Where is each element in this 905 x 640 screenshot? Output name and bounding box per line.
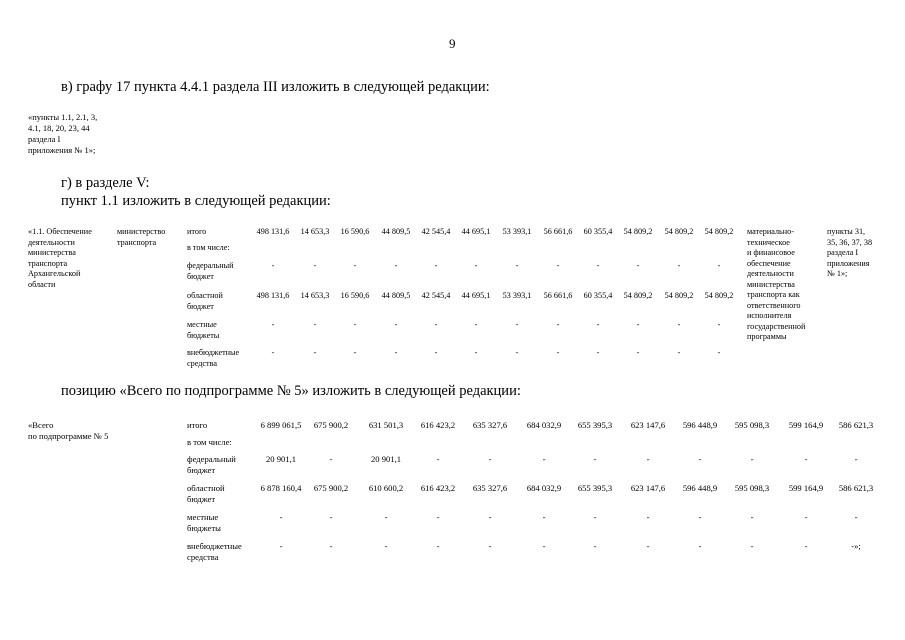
t1-row-label-line: итого: [187, 227, 207, 236]
t1-value-cell: -: [353, 348, 357, 357]
t1-points-cell: [827, 227, 872, 280]
t2-value-cell: -: [436, 512, 440, 522]
t2-value-cell: -: [279, 512, 283, 522]
t2-row-label-line: федеральный: [187, 454, 236, 464]
t1-item-line: Архангельской: [28, 269, 81, 278]
t2-value-cell: 6 899 061,5: [260, 420, 302, 430]
t2-value-cell: 586 621,3: [838, 420, 874, 430]
t1-points-line: раздела I: [827, 248, 859, 257]
t2-value-cell: -»;: [851, 541, 861, 551]
t2-value-cell: -: [542, 512, 546, 522]
t1-value-cell: -: [313, 320, 317, 329]
t1-item-line: области: [28, 279, 56, 289]
t1-value-cell: -: [353, 261, 357, 270]
t1-result-line: ответственного: [747, 300, 801, 310]
t2-row-label-line: бюджеты: [187, 522, 221, 533]
t2-value-cell: -: [804, 541, 808, 551]
t1-item-line: министерства: [28, 248, 76, 257]
t1-value-cell: -: [677, 261, 681, 270]
t2-value-cell: -: [698, 541, 702, 551]
t1-result-line: и финансовое: [747, 248, 795, 257]
t1-points-line: приложения: [827, 258, 870, 268]
t1-value-cell: 14 653,3: [300, 291, 330, 300]
t2-row-label-line: бюджет: [187, 464, 216, 475]
t2-value-cell: 635 327,6: [472, 420, 508, 430]
t1-value-cell: 42 545,4: [421, 227, 451, 236]
t2-row-label: [187, 541, 242, 562]
t1-row-label: [187, 348, 239, 369]
t1-value-cell: -: [677, 320, 681, 329]
t2-row-label-line: средства: [187, 551, 219, 562]
t2-value-cell: 684 032,9: [526, 420, 562, 430]
t2-value-cell: 655 395,3: [577, 420, 613, 430]
t1-value-cell: -: [271, 261, 275, 270]
t2-row-label: [187, 512, 221, 533]
t2-value-cell: 596 448,9: [682, 420, 718, 430]
t1-value-cell: -: [677, 348, 681, 357]
t2-value-cell: 6 878 160,4: [260, 483, 302, 493]
t1-value-cell: -: [434, 348, 438, 357]
t1-executor-line: министерство: [117, 227, 166, 236]
points-note-line: 4.1, 18, 20, 23, 44: [28, 123, 90, 133]
t1-value-cell: -: [515, 320, 519, 329]
t1-value-cell: 53 393,1: [502, 291, 532, 300]
t2-value-cell: 599 164,9: [788, 483, 824, 493]
t1-value-cell: 44 809,5: [381, 227, 411, 236]
t2-value-cell: 595 098,3: [734, 420, 770, 430]
t2-value-cell: -: [854, 512, 858, 522]
t1-value-cell: 14 653,3: [300, 227, 330, 236]
t2-value-cell: -: [750, 512, 754, 522]
t1-value-cell: 54 809,2: [664, 291, 694, 300]
t2-value-cell: 599 164,9: [788, 420, 824, 430]
t2-value-cell: -: [488, 512, 492, 522]
t2-row-label: [187, 437, 232, 448]
t1-row-label: [187, 243, 230, 254]
t1-value-cell: 60 355,4: [583, 291, 613, 300]
t1-row-label: [187, 261, 234, 282]
t2-row-label-line: итого: [187, 420, 208, 430]
t1-value-cell: -: [596, 348, 600, 357]
t2-value-cell: -: [646, 512, 650, 522]
t1-executor-cell: [117, 227, 165, 248]
t2-value-cell: -: [384, 512, 388, 522]
t1-item-cell: [28, 227, 92, 290]
t1-value-cell: 44 695,1: [461, 227, 491, 236]
t1-value-cell: 56 661,6: [543, 291, 573, 300]
points-note-line: приложения № 1»;: [28, 145, 96, 155]
t1-value-cell: 54 809,2: [623, 227, 653, 236]
t1-value-cell: 44 695,1: [461, 291, 491, 300]
t1-row-label-line: федеральный: [187, 261, 234, 270]
t1-value-cell: -: [636, 348, 640, 357]
t1-row-label-line: бюджеты: [187, 330, 220, 340]
t2-item-line: «Всего: [28, 420, 54, 430]
t1-row-label-line: областной: [187, 291, 223, 300]
t1-row-label-line: внебюджетные: [187, 348, 240, 357]
t2-value-cell: -: [750, 541, 754, 551]
t1-value-cell: -: [515, 261, 519, 270]
t1-value-cell: -: [636, 320, 640, 329]
t2-value-cell: -: [593, 512, 597, 522]
t1-value-cell: -: [474, 261, 478, 270]
t1-value-cell: -: [313, 348, 317, 357]
t2-value-cell: -: [804, 512, 808, 522]
t2-value-cell: 623 147,6: [630, 420, 666, 430]
t2-value-cell: -: [698, 454, 702, 464]
t2-value-cell: 631 501,3: [368, 420, 404, 430]
t1-value-cell: 44 809,5: [381, 291, 411, 300]
t1-result-line: государственной: [747, 321, 806, 331]
t2-row-label: [187, 454, 236, 475]
t1-value-cell: 60 355,4: [583, 227, 613, 236]
t2-value-cell: 655 395,3: [577, 483, 613, 493]
points-note-line: «пункты 1.1, 2.1, 3,: [28, 112, 98, 122]
t1-value-cell: -: [474, 320, 478, 329]
t2-value-cell: -: [750, 454, 754, 464]
t1-row-label-line: бюджет: [187, 301, 214, 311]
t1-points-line: № 1»;: [827, 269, 848, 278]
t1-value-cell: 54 809,2: [704, 227, 734, 236]
t1-value-cell: -: [313, 261, 317, 270]
t1-value-cell: -: [394, 348, 398, 357]
t1-value-cell: 42 545,4: [421, 291, 451, 300]
t2-value-cell: 616 423,2: [420, 420, 456, 430]
t2-value-cell: -: [329, 454, 333, 464]
t1-result-line: исполнителя: [747, 311, 792, 320]
t2-item-cell: [28, 420, 108, 441]
t1-row-label-line: средства: [187, 358, 218, 368]
t1-executor-line: транспорта: [117, 237, 157, 247]
heading-v: в) графу 17 пункта 4.4.1 раздела III изложить в следующей редакции:: [61, 79, 490, 95]
t1-result-cell: [747, 227, 805, 343]
t2-row-label: [187, 420, 207, 431]
t2-row-label-line: внебюджетные: [187, 541, 242, 551]
t1-result-line: транспорта как: [747, 290, 800, 299]
t2-row-label-line: в том числе:: [187, 437, 232, 447]
t2-value-cell: -: [329, 541, 333, 551]
t1-value-cell: -: [717, 320, 721, 329]
t1-value-cell: -: [556, 261, 560, 270]
t2-row-label: [187, 483, 225, 504]
t1-row-label: [187, 291, 223, 312]
t1-row-label-line: местные: [187, 320, 217, 329]
t2-value-cell: -: [436, 541, 440, 551]
t1-value-cell: -: [434, 320, 438, 329]
t1-result-line: программы: [747, 332, 787, 341]
t2-value-cell: 623 147,6: [630, 483, 666, 493]
t2-value-cell: 635 327,6: [472, 483, 508, 493]
points-note: [28, 112, 148, 156]
t2-value-cell: 675 900,2: [313, 420, 349, 430]
t2-value-cell: 20 901,1: [370, 454, 402, 464]
t2-value-cell: 684 032,9: [526, 483, 562, 493]
t1-value-cell: 56 661,6: [543, 227, 573, 236]
t2-value-cell: -: [279, 541, 283, 551]
t2-value-cell: -: [384, 541, 388, 551]
t1-value-cell: -: [515, 348, 519, 357]
t1-value-cell: -: [394, 320, 398, 329]
t1-row-label: [187, 227, 206, 238]
t2-value-cell: -: [329, 512, 333, 522]
t1-result-line: министерства: [747, 279, 795, 289]
t1-value-cell: 54 809,2: [664, 227, 694, 236]
t1-row-label-line: в том числе:: [187, 243, 230, 252]
t2-item-line: по подпрограмме № 5: [28, 430, 109, 441]
t1-item-line: деятельности: [28, 237, 75, 247]
t2-value-cell: 586 621,3: [838, 483, 874, 493]
t1-result-line: техническое: [747, 237, 790, 247]
t1-value-cell: -: [717, 348, 721, 357]
t1-points-line: пункты 31,: [827, 227, 866, 236]
heading-g1: г) в разделе V:: [61, 175, 150, 191]
t2-value-cell: -: [698, 512, 702, 522]
t2-value-cell: -: [646, 541, 650, 551]
t1-result-line: обеспечение: [747, 258, 791, 268]
t1-value-cell: -: [271, 320, 275, 329]
t1-value-cell: -: [596, 320, 600, 329]
t1-value-cell: 498 131,6: [256, 291, 290, 300]
t1-item-line: «1.1. Обеспечение: [28, 227, 92, 236]
t2-value-cell: -: [593, 541, 597, 551]
t1-value-cell: -: [556, 348, 560, 357]
heading-g2: пункт 1.1 изложить в следующей редакции:: [61, 193, 331, 209]
t1-result-line: материально-: [747, 227, 794, 236]
t1-row-label: [187, 320, 219, 341]
t2-value-cell: -: [646, 454, 650, 464]
t1-value-cell: -: [434, 261, 438, 270]
t2-value-cell: -: [593, 454, 597, 464]
t1-value-cell: 54 809,2: [704, 291, 734, 300]
t2-value-cell: 675 900,2: [313, 483, 349, 493]
t2-value-cell: -: [542, 541, 546, 551]
t2-value-cell: -: [854, 454, 858, 464]
t1-value-cell: -: [353, 320, 357, 329]
t2-value-cell: -: [804, 454, 808, 464]
t1-value-cell: 16 590,6: [340, 227, 370, 236]
t1-value-cell: 53 393,1: [502, 227, 532, 236]
t2-value-cell: -: [436, 454, 440, 464]
t2-value-cell: 616 423,2: [420, 483, 456, 493]
t1-value-cell: 498 131,6: [256, 227, 290, 236]
heading-position: позицию «Всего по подпрограмме № 5» изложить в следующей редакции:: [61, 383, 521, 399]
t2-value-cell: -: [488, 541, 492, 551]
t1-value-cell: 54 809,2: [623, 291, 653, 300]
t2-row-label-line: местные: [187, 512, 219, 522]
t2-value-cell: 595 098,3: [734, 483, 770, 493]
t1-value-cell: -: [271, 348, 275, 357]
t1-value-cell: -: [474, 348, 478, 357]
t1-value-cell: -: [717, 261, 721, 270]
t1-value-cell: -: [556, 320, 560, 329]
t1-value-cell: -: [596, 261, 600, 270]
page-number: 9: [449, 36, 456, 51]
t1-result-line: деятельности: [747, 269, 794, 278]
t1-value-cell: -: [394, 261, 398, 270]
t1-points-line: 35, 36, 37, 38: [827, 237, 873, 247]
t1-value-cell: -: [636, 261, 640, 270]
t1-row-label-line: бюджет: [187, 271, 214, 281]
t2-value-cell: -: [542, 454, 546, 464]
t2-value-cell: 596 448,9: [682, 483, 718, 493]
points-note-line: раздела I: [28, 134, 61, 144]
t2-value-cell: -: [488, 454, 492, 464]
t2-row-label-line: бюджет: [187, 493, 216, 504]
t2-value-cell: 610 600,2: [368, 483, 404, 493]
t2-value-cell: 20 901,1: [265, 454, 297, 464]
t1-item-line: транспорта: [28, 258, 68, 268]
t2-row-label-line: областной: [187, 483, 225, 493]
t1-value-cell: 16 590,6: [340, 291, 370, 300]
